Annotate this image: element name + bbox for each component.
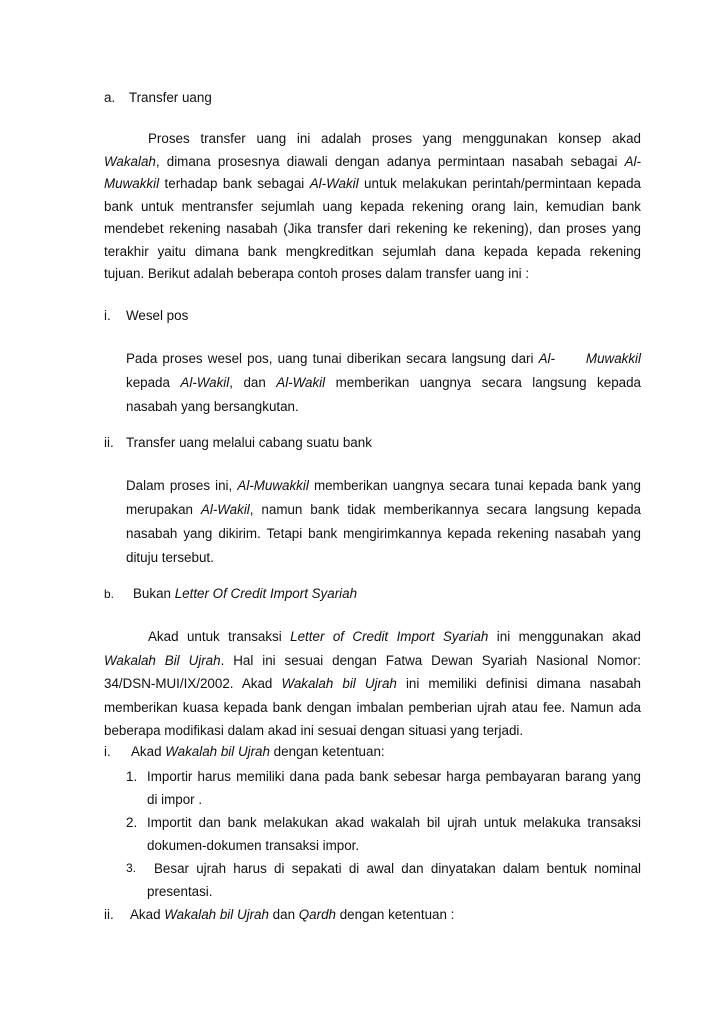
paragraph-line: tujuan. Berikut adalah beberapa contoh proses dalam transfer uang ini : bbox=[104, 266, 530, 281]
paragraph-line: Dalam proses ini, Al-Muwakkil memberikan uangnya secara tunai kepada bank yang bbox=[126, 478, 641, 493]
list-item bbox=[126, 811, 641, 857]
item-ii-paragraph bbox=[126, 474, 641, 570]
paragraph-line: bank untuk mentransfer sejumlah uang kepada rekening orang lain, kemudian bank bbox=[104, 198, 641, 214]
item-ii-heading bbox=[104, 433, 372, 453]
section-b-title: Bukan Letter Of Credit Import Syariah bbox=[133, 586, 358, 601]
section-b-heading bbox=[104, 584, 358, 604]
paragraph-line: 34/DSN-MUI/IX/2002. Akad Wakalah bil Ujrah ini memiliki definisi dimana nasabah bbox=[104, 676, 641, 691]
paragraph-line: Proses transfer uang ini adalah proses yang menggunakan konsep akad bbox=[148, 131, 641, 146]
akad-i-heading bbox=[104, 742, 385, 762]
paragraph-line: dituju tersebut. bbox=[126, 550, 214, 565]
list-item-number: 2. bbox=[126, 815, 138, 830]
list-item-line: dokumen-dokumen transaksi impor. bbox=[147, 838, 360, 853]
paragraph-line: nasabah yang dikirim. Tetapi bank mengirimkannya kepada rekening nasabah yang bbox=[126, 526, 641, 541]
paragraph-line: Wakalah Bil Ujrah. Hal ini sesuai dengan Fatwa Dewan Syariah Nasional Nomor: bbox=[104, 652, 641, 668]
item-i-label: i. bbox=[104, 308, 111, 323]
list-item-line: presentasi. bbox=[147, 884, 213, 899]
item-i-title: Wesel pos bbox=[126, 308, 189, 323]
list-item-line: Importit dan bank melakukan akad wakalah bil ujrah untuk melakuka transaksi bbox=[147, 815, 641, 830]
paragraph-line: Wakalah, dimana prosesnya diawali dengan adanya permintaan nasabah sebagai Al- bbox=[104, 153, 641, 169]
akad-ii-title: Akad Wakalah bil Ujrah dan Qardh dengan ketentuan : bbox=[130, 907, 455, 922]
list-item bbox=[126, 765, 641, 811]
akad-i-label: i. bbox=[104, 744, 111, 759]
paragraph-line: nasabah yang bersangkutan. bbox=[126, 399, 299, 414]
paragraph-line: memberikan kuasa kepada bank dengan imbalan pemberian ujrah atau fee. Namun ada bbox=[104, 699, 641, 715]
paragraph-line: terakhir yaitu dimana bank mengkreditkan sejumlah dana kepada kepada rekening bbox=[104, 243, 641, 259]
section-a-label: a. bbox=[104, 90, 116, 105]
paragraph-line: merupakan Al-Wakil, namun bank tidak memberikannya secara langsung kepada bbox=[126, 502, 641, 517]
list-item-line: Besar ujrah harus di sepakati di awal dan dinyatakan dalam bentuk nominal bbox=[154, 861, 641, 876]
akad-i-title: Akad Wakalah bil Ujrah dengan ketentuan: bbox=[131, 744, 385, 759]
akad-ii-heading bbox=[104, 905, 455, 925]
item-i-heading bbox=[104, 306, 189, 326]
paragraph-line: Akad untuk transaksi Letter of Credit Import Syariah ini menggunakan akad bbox=[148, 629, 641, 644]
section-b-paragraph bbox=[104, 625, 641, 743]
paragraph-line: Pada proses wesel pos, uang tunai diberikan secara langsung dari Al- Muwakkil bbox=[126, 351, 641, 366]
list-item bbox=[126, 857, 641, 903]
list-item-number: 3. bbox=[126, 861, 137, 875]
section-a-paragraph bbox=[104, 128, 641, 286]
list-item-number: 1. bbox=[126, 769, 138, 784]
paragraph-line: beberapa modifikasi dalam akad ini sesuai dengan situasi yang terjadi. bbox=[104, 723, 524, 738]
akad-i-list bbox=[126, 765, 641, 903]
list-item-line: di impor . bbox=[147, 792, 203, 807]
item-ii-label: ii. bbox=[104, 435, 114, 450]
section-a-heading bbox=[104, 88, 212, 108]
akad-ii-label: ii. bbox=[104, 907, 114, 922]
item-i-paragraph bbox=[126, 347, 641, 419]
paragraph-line: kepada Al-Wakil, dan Al-Wakil memberikan uangnya secara langsung kepada bbox=[126, 375, 641, 390]
section-b-label: b. bbox=[104, 587, 115, 601]
paragraph-line: Muwakkil terhadap bank sebagai Al-Wakil untuk melakukan perintah/permintaan kepada bbox=[104, 176, 641, 191]
section-a-title: Transfer uang bbox=[128, 90, 212, 105]
list-item-line: Importir harus memiliki dana pada bank sebesar harga pembayaran barang yang bbox=[147, 769, 641, 784]
item-ii-title: Transfer uang melalui cabang suatu bank bbox=[126, 435, 372, 450]
paragraph-line: mendebet rekening nasabah (Jika transfer dari rekening ke rekening), dan proses yang bbox=[104, 221, 641, 236]
